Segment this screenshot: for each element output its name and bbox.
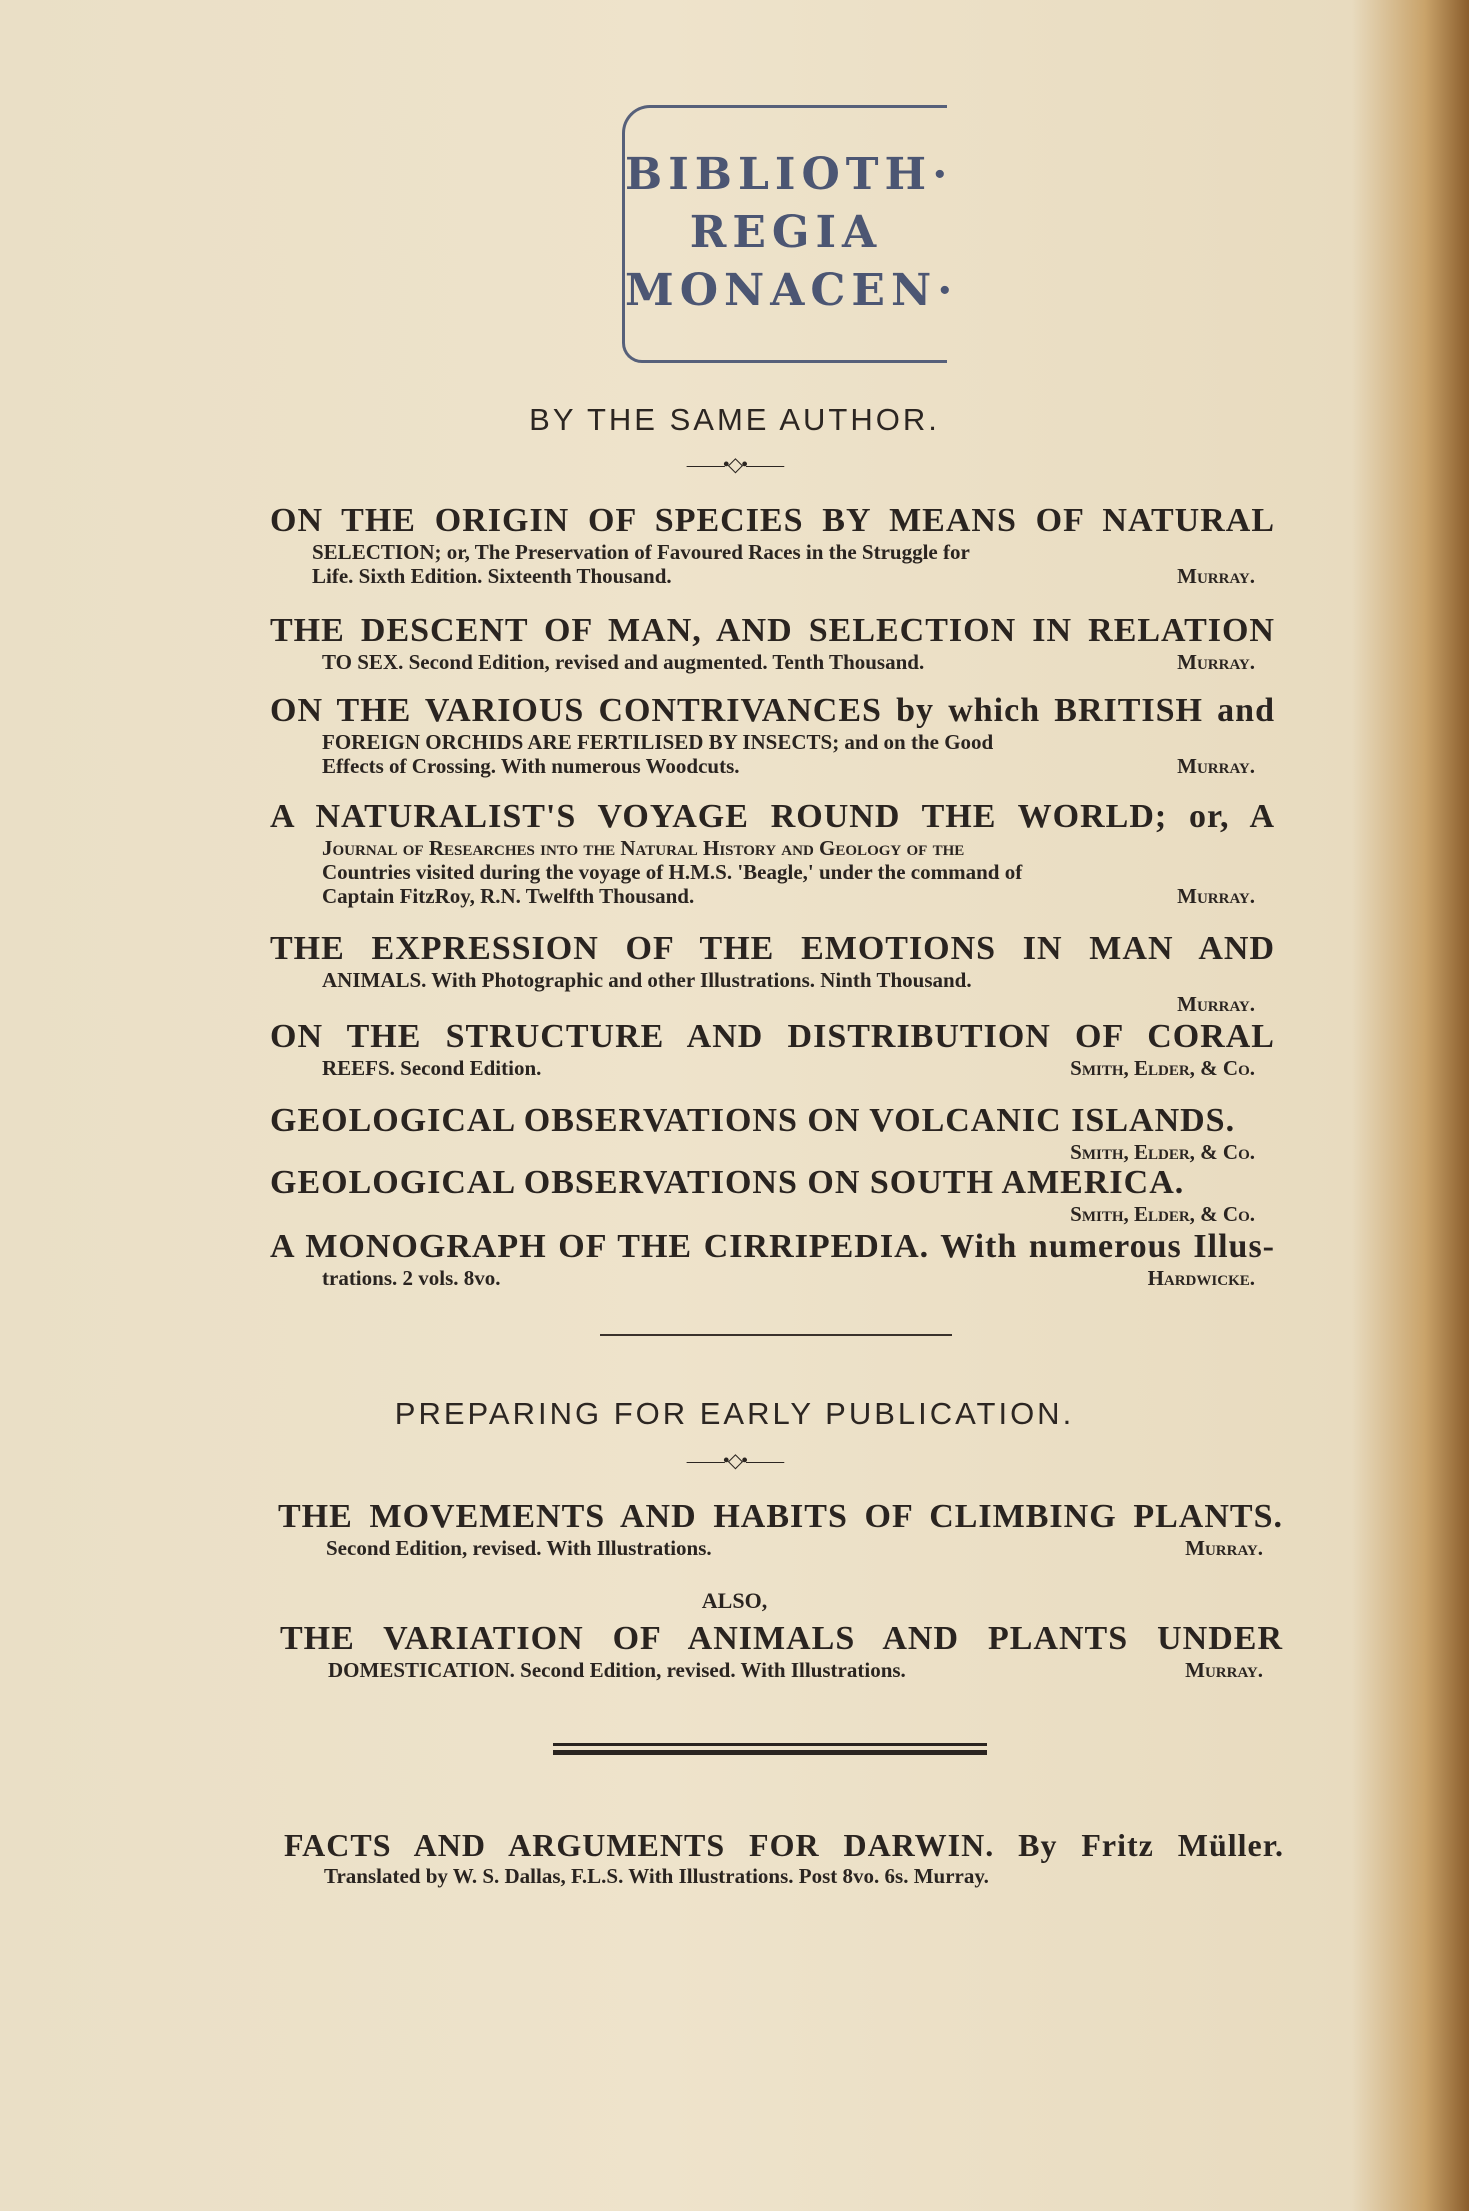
work-publisher: Murray. [1185,1536,1263,1560]
work-title: THE MOVEMENTS AND HABITS OF CLIMBING PLANTS. [278,1498,1283,1535]
stamp-line-1: BIBLIOTH· [625,149,954,200]
work-subtitle-2: Countries visited during the voyage of H.M.S. 'Beagle,' under the command of [322,860,1023,884]
work-title: GEOLOGICAL OBSERVATIONS ON SOUTH AMERICA. [270,1164,1185,1201]
work-edition: trations. 2 vols. 8vo. [322,1266,501,1290]
heading-same-author: BY THE SAME AUTHOR. [529,402,940,437]
work-edition: Second Edition, revised. With Illustrations. [326,1536,712,1560]
double-rule [553,1743,987,1759]
work-descent-of-man [270,612,1275,674]
work-title: A MONOGRAPH OF THE CIRRIPEDIA. With numerous Illus- [270,1228,1275,1265]
ornament-2: ——•◇•—— [686,1450,783,1472]
work-publisher: Murray. [1177,754,1255,778]
work-edition: REEFS. Second Edition. [322,1056,542,1080]
work-subtitle: Journal of Researches into the Natural History and Geology of the [322,836,965,860]
work-south-america [270,1164,1275,1226]
work-publisher: Murray. [1177,650,1255,674]
work-origin-of-species [270,502,1275,588]
stamp-line-2: REGIA [689,207,883,258]
work-subtitle: ANIMALS. With Photographic and other Illustrations. Ninth Thousand. [322,968,972,992]
work-cirripedia [270,1228,1275,1290]
work-title: THE DESCENT OF MAN, AND SELECTION IN RELATION [270,612,1275,649]
section-divider [600,1334,952,1336]
work-publisher: Smith, Elder, & Co. [1070,1056,1255,1080]
work-title: ON THE VARIOUS CONTRIVANCES by which BRITISH and [270,692,1275,729]
stamp-line-3: MONACEN· [625,265,959,316]
work-title: FACTS AND ARGUMENTS FOR DARWIN. By Fritz Müller. [284,1827,1284,1863]
work-expression-of-emotions [270,930,1275,1016]
work-naturalists-voyage [270,798,1275,908]
work-publisher: Murray. [1185,1658,1263,1682]
work-publisher: Murray. [1177,992,1255,1016]
work-publisher: Murray. [1177,564,1255,588]
heading-preparing: PREPARING FOR EARLY PUBLICATION. [394,1396,1075,1431]
work-title: ON THE ORIGIN OF SPECIES BY MEANS OF NATURAL [270,502,1275,539]
work-orchids [270,692,1275,778]
work-title: ON THE STRUCTURE AND DISTRIBUTION OF CORAL [270,1018,1275,1055]
work-title: THE EXPRESSION OF THE EMOTIONS IN MAN AND [270,930,1275,967]
work-variation-of-animals [280,1620,1283,1682]
work-climbing-plants [278,1498,1283,1560]
ornament-1: ——•◇•—— [686,454,783,476]
work-publisher: Hardwicke. [1147,1266,1255,1290]
work-edition: Effects of Crossing. With numerous Woodcuts. [322,754,740,778]
work-edition: Captain FitzRoy, R.N. Twelfth Thousand. [322,884,695,908]
work-edition: TO SEX. Second Edition, revised and augmented. Tenth Thousand. [322,650,925,674]
work-subtitle: SELECTION; or, The Preservation of Favoured Races in the Struggle for [312,540,970,564]
work-facts-and-arguments [284,1826,1284,1888]
work-publisher: Smith, Elder, & Co. [1070,1202,1255,1226]
library-stamp [622,105,959,363]
work-edition: Life. Sixth Edition. Sixteenth Thousand. [312,564,672,588]
also-label: ALSO, [701,1588,768,1613]
work-subtitle: FOREIGN ORCHIDS ARE FERTILISED BY INSECTS; and on the Good [322,730,994,754]
work-title: THE VARIATION OF ANIMALS AND PLANTS UNDER [280,1620,1283,1657]
work-title: A NATURALIST'S VOYAGE ROUND THE WORLD; or, A [270,798,1275,835]
work-publisher: Smith, Elder, & Co. [1070,1140,1255,1164]
work-publisher: Murray. [1177,884,1255,908]
work-coral-reefs [270,1018,1275,1080]
work-title: GEOLOGICAL OBSERVATIONS ON VOLCANIC ISLANDS. [270,1102,1236,1139]
work-edition: DOMESTICATION. Second Edition, revised. With Illustrations. [328,1658,906,1682]
work-volcanic-islands [270,1102,1275,1164]
work-subtitle: Translated by W. S. Dallas, F.L.S. With Illustrations. Post 8vo. 6s. Murray. [324,1864,989,1888]
